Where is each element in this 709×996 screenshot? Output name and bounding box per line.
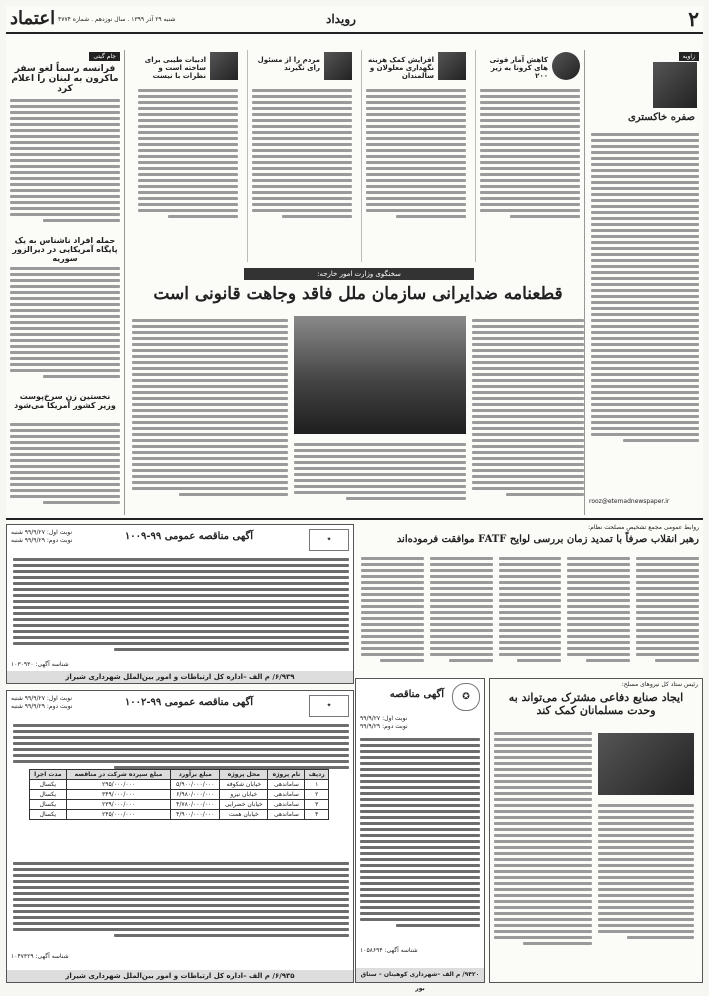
table-cell: یکسال [30,790,67,800]
fatf-headline: رهبر انقلاب صرفاً با تمدید زمان بررسی لوایح FATF موافقت فرموده‌اند [396,534,699,545]
newspaper-page [6,6,703,992]
section-title: رویداد [326,12,356,26]
ad-footer: ۹۴۲۰/ م الف –شهرداری کوهبنان – سناق بور [356,968,484,982]
defense-headline: ایجاد صنایع دفاعی مشترک می‌تواند به وحدت مسلمانان کمک کند [508,691,684,717]
section-divider [6,518,703,520]
top-news-3 [247,50,356,262]
news-photo [438,52,466,80]
tender-table [29,769,329,820]
ad-date-1: نوبت اول: ۹۹/۹/۲۷ شنبه [11,529,73,536]
col-header: مبلغ برآورد [171,770,220,780]
table-row [30,800,329,810]
municipality-logo: ✪ [452,683,480,711]
news-title: افزایش کمک هزینه نگهداری معلولان و سالمندان [367,56,434,80]
table-cell: ۴/۷۸۰/۰۰۰/۰۰۰ [171,800,220,810]
main-photo [294,316,466,434]
tender-ad-3 [6,690,354,983]
top-news-2 [361,50,470,262]
table-cell: ساماندهی [268,790,305,800]
ad-date-1: نوبت اول: ۹۹/۹/۲۷ شنبه [11,695,73,702]
ad-title: آگهی مناقصه عمومی ۹۹-۱۰۰۹ [124,531,253,542]
author-photo [653,62,697,108]
column-label: زاویه [679,52,699,61]
news-title: ادبیات طیبی برای ساخته است و نظرات با نیست [144,56,206,80]
shiraz-logo: ✦ [309,695,349,717]
ad-date-2: نوبت دوم: ۹۹/۹/۲۹ شنبه [11,703,73,710]
col-header: مبلغ سپرده شرکت در مناقصه [66,770,171,780]
table-row [30,780,329,790]
news-photo [210,52,238,80]
col-header: نام پروژه [268,770,305,780]
left-headline-3: نخستین زن سرخ‌پوست وزیر کشور آمریکا می‌شود [14,392,116,410]
page-header [6,6,703,34]
table-row [30,790,329,800]
news-photo [552,52,580,80]
shiraz-logo: ✦ [309,529,349,551]
col-header: مدت اجرا [30,770,67,780]
defense-kicker: رئیس ستاد کل نیروهای مسلح: [621,681,698,688]
tender-ad-2 [355,678,485,992]
table-cell: ۶/۹۸۰/۰۰۰/۰۰۰ [171,790,220,800]
news-title: مردم را از مسئول رای نگیرند [257,56,320,72]
table-cell: یکسال [30,800,67,810]
author-name: صفره خاکستری [627,112,695,123]
top-news-1 [475,50,584,262]
ad-title: آگهی مناقصه عمومی ۹۹-۱۰۰۲ [124,697,253,708]
page-number: ۲ [688,7,699,31]
news-title: کاهش آمار فوتی های کرونا به زیر ۲۰۰ [489,56,548,80]
table-cell: یکسال [30,810,67,820]
ad-footer: ۶/۹۳۵/ م الف –اداره کل ارتباطات و امور بین‌الملل شهرداری شیراز [7,970,353,982]
column-body [591,130,699,445]
column-label: جام گیتی [89,52,120,61]
table-cell: خیابان شکوفه [220,780,268,790]
table-cell: ۲۹۵/۰۰۰/۰۰۰ [66,780,171,790]
table-cell: خیابان خضرایی [220,800,268,810]
defense-story [489,678,703,983]
ad-date-2: نوبت دوم: ۹۹/۹/۲۹ [360,723,408,730]
table-cell: ۳۴۹/۰۰۰/۰۰۰ [66,790,171,800]
ad-code: شناسه آگهی: ۱۰۵۸۶۹۴ [360,947,418,954]
main-kicker: سخنگوی وزارت امور خارجه: [244,268,474,280]
table-cell: خیابان همت [220,810,268,820]
top-news-4 [134,50,242,262]
issue-info: شنبه ۲۹ آذر ۱۳۹۹ . سال نوزدهم . شماره ۴۷۷۴ [58,16,176,23]
defense-photo [598,733,694,795]
table-cell: ۵/۹۰۰/۰۰۰/۰۰۰ [171,780,220,790]
table-cell: ۳ [305,800,329,810]
table-cell: ساماندهی [268,780,305,790]
tender-ad-1 [6,524,354,684]
left-headline-1: فرانسه رسماً لغو سفر ماکرون به لبنان را اعلام کرد [11,64,119,94]
table-cell: ساماندهی [268,800,305,810]
table-header-row [30,770,329,780]
author-email: rooz@etemadnewspaper.ir [589,498,670,505]
ad-date-1: نوبت اول: ۹۹/۹/۲۷ [360,715,408,722]
table-cell: ۱ [305,780,329,790]
left-headline-2: حمله افراد ناشناس به یک پایگاه آمریکایی در دیرالزور سوریه [12,236,118,263]
table-cell: ۴/۹۰۰/۰۰۰/۰۰۰ [171,810,220,820]
ad-code: شناسه آگهی: ۱۰۴۷۳۲۹ [11,953,69,960]
table-cell: خیابان نیرو [220,790,268,800]
ad-footer: ۶/۹۳۹/ م الف –اداره کل ارتباطات و امور بین‌الملل شهرداری شیراز [7,671,353,683]
column-right [584,50,703,515]
table-cell: ۲۴۵/۰۰۰/۰۰۰ [66,810,171,820]
col-header: محل پروژه [220,770,268,780]
top-news-strip [132,50,584,262]
column-left [6,50,125,515]
col-header: ردیف [305,770,329,780]
table-cell: ساماندهی [268,810,305,820]
table-row [30,810,329,820]
fatf-kicker: روابط عمومی مجمع تشخیص مصلحت نظام: [588,524,699,531]
main-headline: قطعنامه ضدایرانی سازمان ملل فاقد وجاهت قانونی است [153,284,563,304]
table-cell: ۲۳۹/۰۰۰/۰۰۰ [66,800,171,810]
table-cell: یکسال [30,780,67,790]
masthead-logo: اعتماد [10,8,56,29]
ad-date-2: نوبت دوم: ۹۹/۹/۲۹ شنبه [11,537,73,544]
fatf-story [357,524,703,672]
ad-code: شناسه آگهی: ۱۰۳۰۹۳۰ [11,661,69,668]
main-story [132,268,584,514]
table-cell: ۲ [305,790,329,800]
table-cell: ۴ [305,810,329,820]
ad-title: آگهی مناقصه [389,689,444,700]
news-photo [324,52,352,80]
